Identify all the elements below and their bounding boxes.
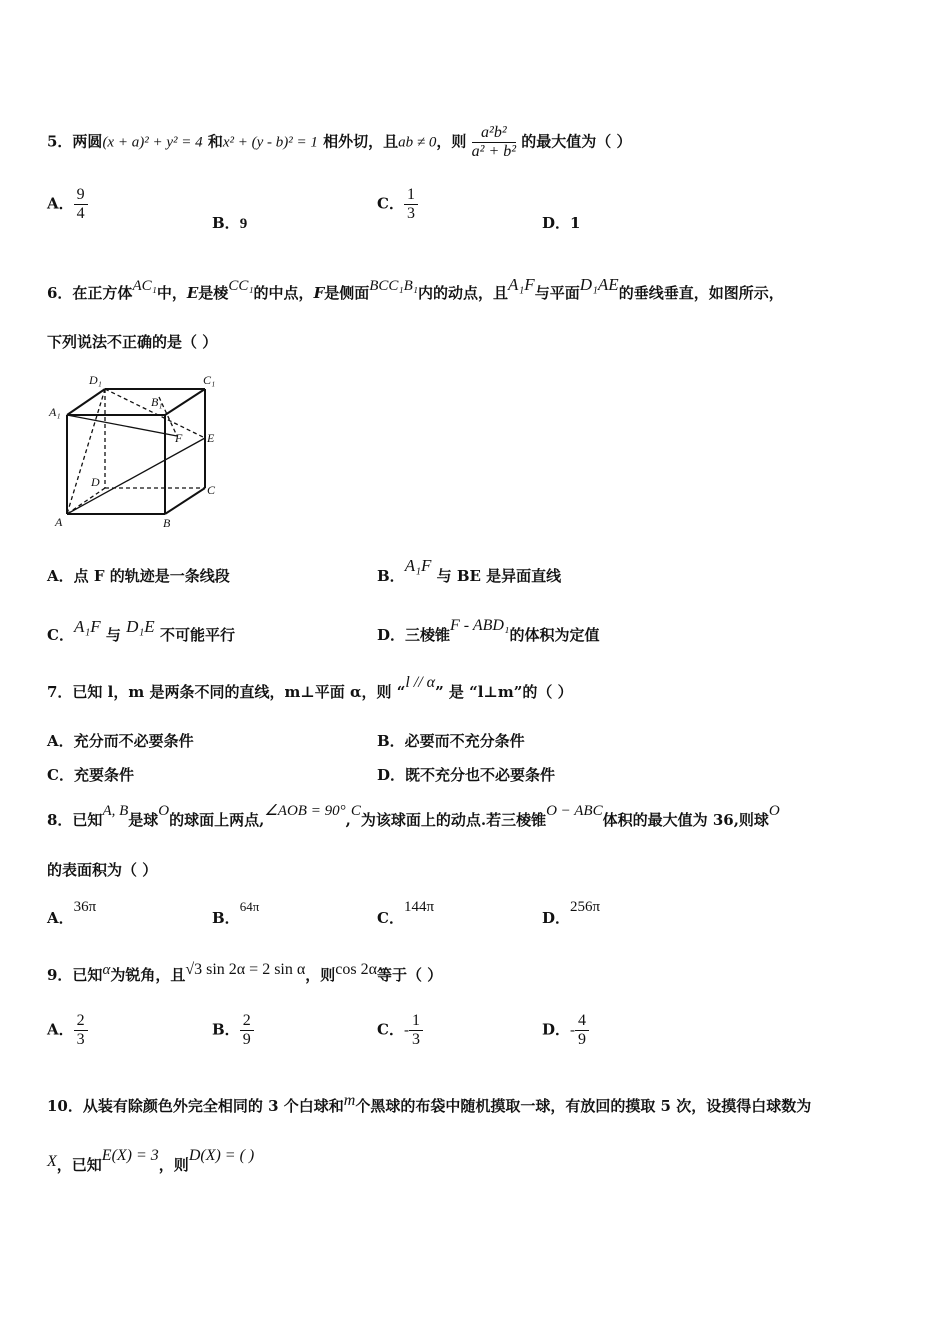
q5-fraction: $\frac{\text{a²b²}}{\text{a² + b²}}$ [471, 124, 517, 160]
q5-option-b[interactable]: B．9 [212, 214, 248, 232]
label-f: F [175, 431, 183, 445]
q8-option-d[interactable]: D．256π [542, 899, 601, 927]
label-b1: B₁ [151, 395, 163, 409]
label-a1: A₁ [49, 405, 61, 419]
label-b: B [163, 516, 171, 530]
label-c1: C₁ [203, 373, 216, 387]
q8-option-b[interactable]: B．64π [212, 899, 260, 927]
q8-line1: 8．已知A, B是球O的球面上两点,∠AOB = 90°,C为该球面上的动点.若三棱锥O − ABC体积的最大值为 36,则球O [47, 803, 780, 829]
q9-option-a[interactable]: A． $\frac{2}{3}$ [47, 1012, 88, 1049]
q5-and: 和 [207, 132, 223, 151]
cube-figure [47, 370, 227, 535]
q8-line2: 的表面积为（ ） [47, 861, 158, 879]
q5-line [47, 124, 632, 161]
q5-tail: 的最大值为（ ） [521, 132, 632, 151]
label-a: A [55, 515, 63, 529]
q5-circle2: x² + (y - b)² = 1 [222, 134, 318, 151]
label-e: E [207, 431, 215, 445]
q7-option-b[interactable]: B．必要而不充分条件 [377, 732, 525, 750]
q6-line1: 6．在正方体AC₁中，E是棱CC₁的中点，F是侧面BCC₁B₁内的动点，且A₁F与平面D₁AE的垂线垂直，如图所示， [47, 275, 784, 302]
q5-option-d[interactable]: D．1 [542, 214, 581, 232]
q8-option-a[interactable]: A．36π [47, 899, 97, 927]
q5-option-a[interactable]: A． $\frac{9}{4}$ [47, 186, 88, 223]
q7-option-d[interactable]: D．既不充分也不必要条件 [377, 766, 556, 784]
q7-option-a[interactable]: A．充分而不必要条件 [47, 732, 194, 750]
label-d: D [91, 475, 100, 489]
q8-option-c[interactable]: C．144π [377, 899, 435, 927]
label-d1: D₁ [89, 373, 102, 387]
q5-then: ，则 [436, 132, 467, 151]
q6-option-b[interactable]: B．A₁F 与 BE 是异面直线 [377, 556, 562, 585]
label-c: C [207, 483, 216, 497]
q6-option-a[interactable]: A．点 F 的轨迹是一条线段 [47, 567, 230, 585]
q5-mid: 相外切，且 [323, 132, 399, 151]
q6-option-d[interactable]: D．三棱锥F - ABD₁的体积为定值 [377, 617, 600, 644]
q5-prefix: 5．两圆 [47, 132, 103, 151]
q9-line: 9．已知α为锐角，且√3 sin 2α = 2 sin α，则cos 2α等于（ ） [47, 961, 443, 984]
q6-line2: 下列说法不正确的是（ ） [47, 333, 218, 351]
q9-option-b[interactable]: B． $\frac{2}{9}$ [212, 1012, 254, 1049]
q5-option-c[interactable]: C． $\frac{1}{3}$ [377, 186, 418, 223]
q6-option-c[interactable]: C．A₁F 与 D₁E 不可能平行 [47, 617, 235, 644]
q9-option-d[interactable]: D．- $\frac{4}{9}$ [542, 1012, 589, 1049]
q5-circle1: (x + a)² + y² = 4 [102, 134, 203, 151]
q9-option-c[interactable]: C．- $\frac{1}{3}$ [377, 1012, 423, 1049]
q7-line: 7．已知 l，m 是两条不同的直线，m⊥平面 α，则 “l // α” 是 “l⊥m”的（ ） [47, 674, 573, 701]
q5-cond: ab ≠ 0 [398, 134, 437, 151]
q10-line1: 10．从装有除颜色外完全相同的 3 个白球和m个黑球的布袋中随机摸取一球，有放回的摸取 5 次，设摸得白球数为 [47, 1092, 812, 1115]
q7-option-c[interactable]: C．充要条件 [47, 766, 134, 784]
q10-line2: X，已知E(X) = 3，则D(X) = ( ) [47, 1147, 255, 1174]
